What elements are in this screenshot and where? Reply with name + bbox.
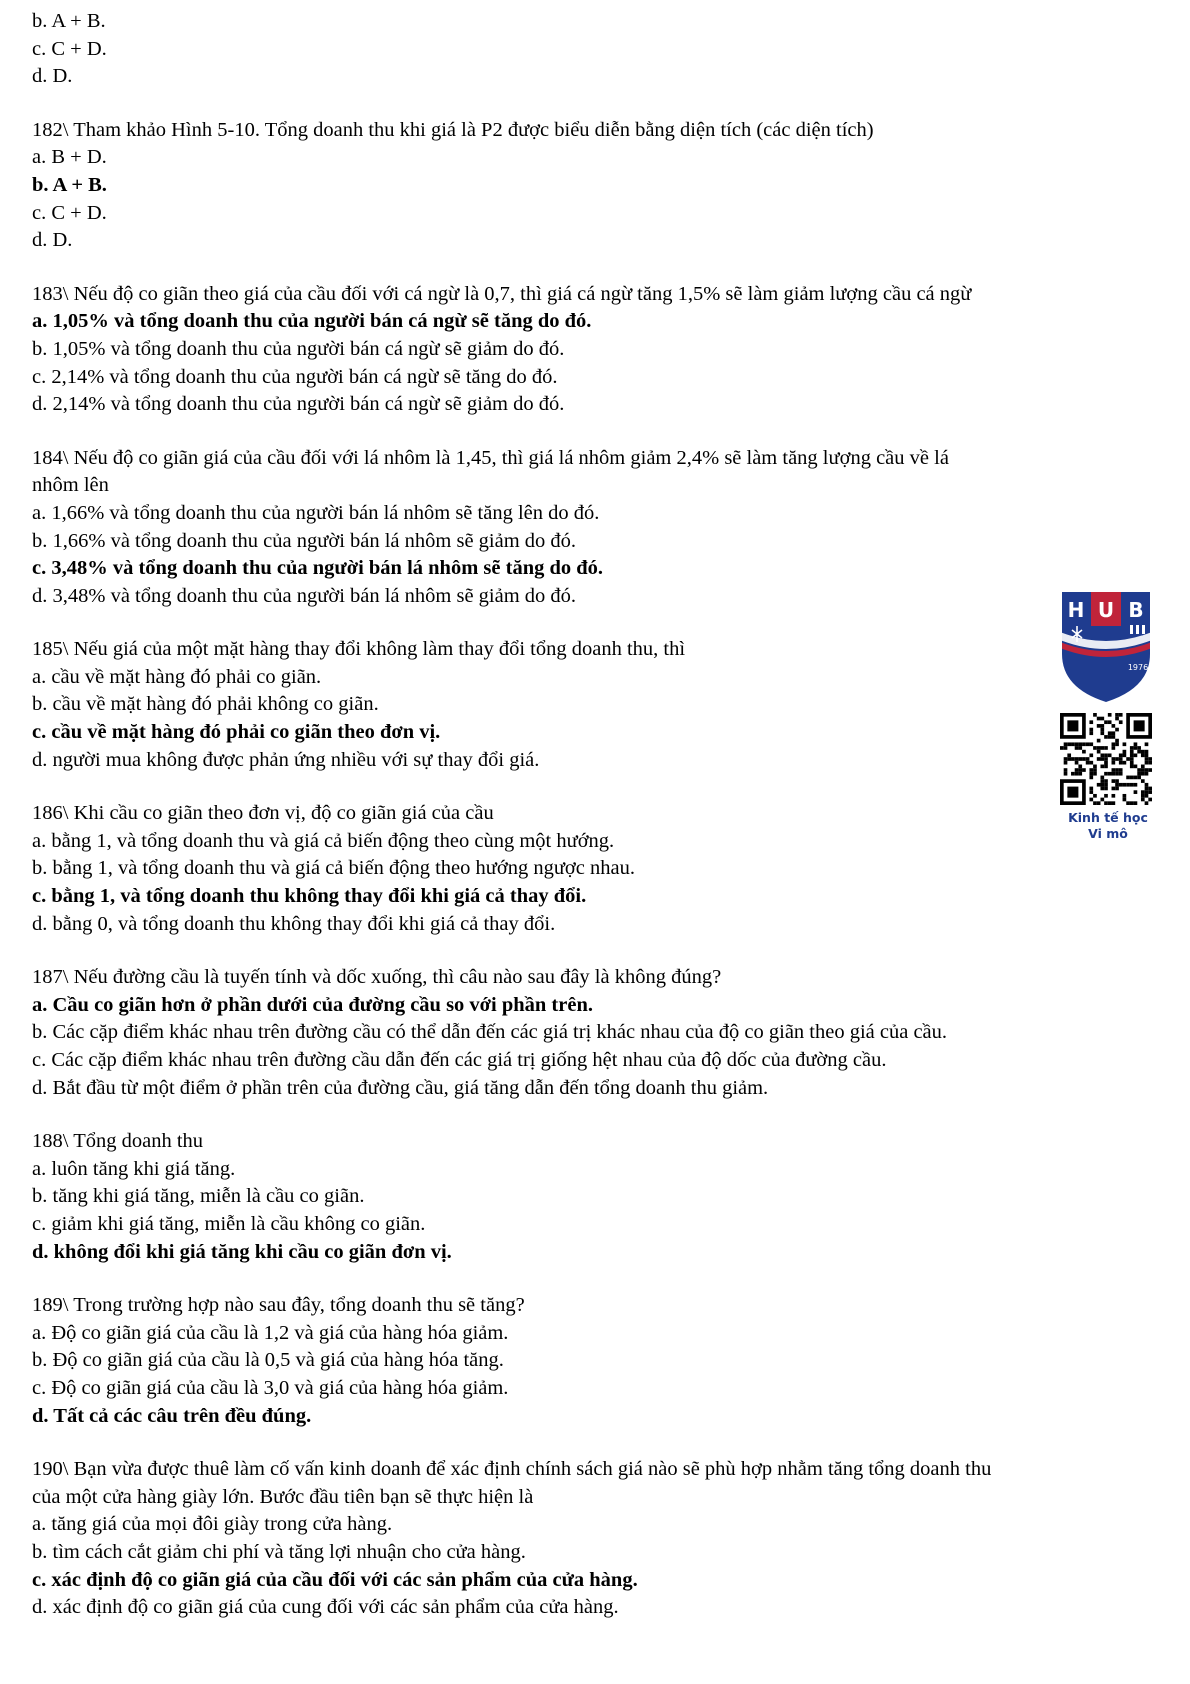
answer-option: a. Độ co giãn giá của cầu là 1,2 và giá của hàng hóa giảm.: [32, 1321, 509, 1344]
correct-answer-option: d. Tất cả các câu trên đều đúng.: [32, 1404, 312, 1427]
logo-caption-subtitle: Vi mô: [1088, 826, 1128, 841]
question-stem: 183\ Nếu độ co giãn theo giá của cầu đối với cá ngừ là 0,7, thì giá cá ngừ tăng 1,5% sẽ làm giảm lượng cầu cá ngừ: [32, 282, 972, 305]
question-stem: 184\ Nếu độ co giãn giá của cầu đối với lá nhôm là 1,45, thì giá lá nhôm giảm 2,4% sẽ làm tăng lượng cầu về lá: [32, 446, 949, 469]
previous-question-options: [32, 8, 1162, 91]
answer-option: c. Các cặp điểm khác nhau trên đường cầu dẫn đến các giá trị giống hệt nhau của độ dốc của đường cầu.: [32, 1049, 887, 1071]
answer-option: d. người mua không được phản ứng nhiều với sự thay đổi giá.: [32, 748, 540, 771]
answer-option: b. tìm cách cắt giảm chi phí và tăng lợi nhuận cho cửa hàng.: [32, 1540, 526, 1563]
question-list: [32, 117, 1162, 1622]
question-stem: 182\ Tham khảo Hình 5-10. Tổng doanh thu khi giá là P2 được biểu diễn bằng diện tích (các diện tích): [32, 118, 874, 141]
question-stem: 188\ Tổng doanh thu: [32, 1130, 204, 1153]
question-block: [32, 1128, 1162, 1266]
logo-letter-b: B: [1128, 598, 1144, 622]
answer-option: d. 3,48% và tổng doanh thu của người bán lá nhôm sẽ giảm do đó.: [32, 584, 577, 607]
question-stem: 190\ Bạn vừa được thuê làm cố vấn kinh doanh để xác định chính sách giá nào sẽ phù hợp nhằm tăng tổng doanh thu: [32, 1458, 992, 1481]
answer-option: b. 1,05% và tổng doanh thu của người bán cá ngừ sẽ giảm do đó.: [32, 337, 565, 360]
answer-option: b. cầu về mặt hàng đó phải không co giãn.: [32, 693, 379, 716]
question-stem: nhôm lên: [32, 474, 109, 497]
answer-option: b. Các cặp điểm khác nhau trên đường cầu có thể dẫn đến các giá trị khác nhau của độ co giãn theo giá của cầu.: [32, 1021, 948, 1044]
question-block: [32, 445, 1162, 611]
question-stem: của một cửa hàng giày lớn. Bước đầu tiên bạn sẽ thực hiện là: [32, 1485, 534, 1508]
answer-option: b. bằng 1, và tổng doanh thu và giá cả biến động theo hướng ngược nhau.: [32, 857, 635, 880]
question-stem: 187\ Nếu đường cầu là tuyến tính và dốc xuống, thì câu nào sau đây là không đúng?: [32, 966, 722, 989]
answer-option: c. 2,14% và tổng doanh thu của người bán cá ngừ sẽ tăng do đó.: [32, 365, 558, 388]
answer-option: c. Độ co giãn giá của cầu là 3,0 và giá của hàng hóa giảm.: [32, 1376, 509, 1399]
answer-option: a. cầu về mặt hàng đó phải co giãn.: [32, 665, 322, 688]
answer-option: c. C + D.: [32, 37, 107, 60]
answer-option: d. 2,14% và tổng doanh thu của người bán cá ngừ sẽ giảm do đó.: [32, 393, 565, 416]
answer-option: c. C + D.: [32, 201, 107, 224]
answer-option: b. Độ co giãn giá của cầu là 0,5 và giá của hàng hóa tăng.: [32, 1349, 504, 1372]
answer-option: b. 1,66% và tổng doanh thu của người bán lá nhôm sẽ giảm do đó.: [32, 529, 577, 552]
question-block: [32, 636, 1162, 774]
question-stem: 185\ Nếu giá của một mặt hàng thay đổi không làm thay đổi tổng doanh thu, thì: [32, 638, 686, 661]
answer-option: b. tăng khi giá tăng, miễn là cầu co giãn.: [32, 1185, 365, 1208]
question-stem: 186\ Khi cầu co giãn theo đơn vị, độ co giãn giá của cầu: [32, 802, 494, 825]
qr-code-icon[interactable]: [1060, 713, 1152, 805]
answer-option: a. bằng 1, và tổng doanh thu và giá cả biến động theo cùng một hướng.: [32, 829, 615, 852]
question-block: [32, 800, 1162, 938]
question-block: [32, 964, 1162, 1102]
logo-letter-h: H: [1067, 598, 1085, 622]
answer-option: d. D.: [32, 229, 73, 252]
correct-answer-option: b. A + B.: [32, 173, 107, 196]
answer-option: d. xác định độ co giãn giá của cung đối với các sản phẩm của cửa hàng.: [32, 1596, 619, 1619]
question-block: [32, 281, 1162, 419]
answer-option: a. luôn tăng khi giá tăng.: [32, 1157, 236, 1180]
hub-shield-logo: [1060, 592, 1152, 702]
question-block: [32, 117, 1162, 255]
question-block: [32, 1292, 1162, 1430]
logo-caption-title: Kinh tế học: [1068, 810, 1148, 825]
answer-option: a. 1,66% và tổng doanh thu của người bán lá nhôm sẽ tăng lên do đó.: [32, 501, 600, 524]
hub-logo-block: [1052, 592, 1164, 842]
correct-answer-option: a. Cầu co giãn hơn ở phần dưới của đường cầu so với phần trên.: [32, 993, 593, 1016]
answer-option: d. D.: [32, 65, 73, 88]
question-block: [32, 1456, 1162, 1622]
question-stem: 189\ Trong trường hợp nào sau đây, tổng doanh thu sẽ tăng?: [32, 1294, 525, 1317]
correct-answer-option: c. bằng 1, và tổng doanh thu không thay đổi khi giá cả thay đổi.: [32, 885, 587, 908]
correct-answer-option: c. cầu về mặt hàng đó phải co giãn theo đơn vị.: [32, 721, 441, 744]
logo-year: 1976: [1127, 663, 1149, 672]
answer-option: a. B + D.: [32, 146, 107, 169]
answer-option: b. A + B.: [32, 10, 106, 32]
document-page: [32, 8, 1162, 1622]
answer-option: d. bằng 0, và tổng doanh thu không thay đổi khi giá cả thay đổi.: [32, 912, 556, 935]
answer-option: a. tăng giá của mọi đôi giày trong cửa hàng.: [32, 1513, 393, 1536]
answer-option: d. Bắt đầu từ một điểm ở phần trên của đường cầu, giá tăng dẫn đến tổng doanh thu giảm.: [32, 1076, 769, 1099]
correct-answer-option: c. 3,48% và tổng doanh thu của người bán lá nhôm sẽ tăng do đó.: [32, 557, 604, 580]
correct-answer-option: a. 1,05% và tổng doanh thu của người bán cá ngừ sẽ tăng do đó.: [32, 310, 592, 333]
logo-letter-u: U: [1097, 598, 1115, 622]
correct-answer-option: c. xác định độ co giãn giá của cầu đối với các sản phẩm của cửa hàng.: [32, 1568, 638, 1591]
answer-option: c. giảm khi giá tăng, miễn là cầu không co giãn.: [32, 1212, 426, 1235]
correct-answer-option: d. không đổi khi giá tăng khi cầu co giãn đơn vị.: [32, 1240, 452, 1263]
